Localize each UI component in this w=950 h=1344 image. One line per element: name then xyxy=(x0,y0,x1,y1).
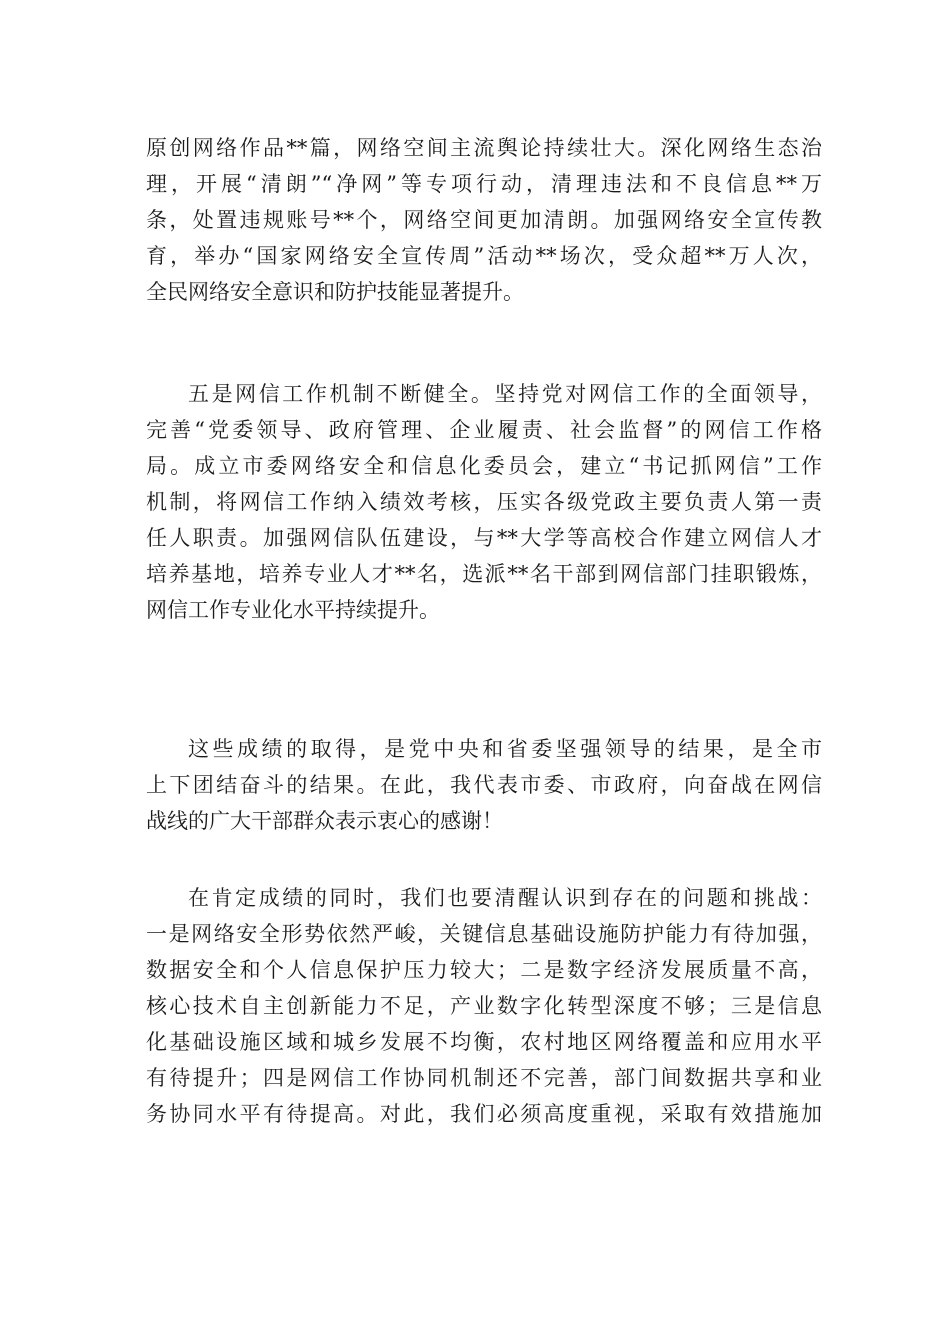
text-line: 上下团结奋斗的结果。在此，我代表市委、市政府，向奋战在网信 xyxy=(146,773,822,797)
text-line: 培养基地，培养专业人才**名，选派**名干部到网信部门挂职锻炼， xyxy=(146,562,822,586)
text-line: 五是网信工作机制不断健全。坚持党对网信工作的全面领导， xyxy=(188,382,822,406)
text-line: 全民网络安全意识和防护技能显著提升。 xyxy=(146,280,524,304)
text-line: 原创网络作品**篇，网络空间主流舆论持续壮大。深化网络生态治 xyxy=(146,136,822,160)
paragraph-1 xyxy=(146,130,822,310)
text-line: 局。成立市委网络安全和信息化委员会，建立“书记抓网信”工作 xyxy=(146,454,822,478)
paragraph-4 xyxy=(146,880,822,1132)
paragraph-3 xyxy=(146,731,822,839)
text-line: 有待提升；四是网信工作协同机制还不完善，部门间数据共享和业 xyxy=(146,1066,822,1090)
text-line: 这些成绩的取得，是党中央和省委坚强领导的结果，是全市 xyxy=(188,737,822,761)
text-line: 条，处置违规账号**个，网络空间更加清朗。加强网络安全宣传教 xyxy=(146,208,822,232)
text-line: 在肯定成绩的同时，我们也要清醒认识到存在的问题和挑战： xyxy=(188,886,822,910)
text-line: 任人职责。加强网信队伍建设，与**大学等高校合作建立网信人才 xyxy=(146,526,822,550)
text-line: 数据安全和个人信息保护压力较大；二是数字经济发展质量不高， xyxy=(146,958,822,982)
paragraph-2 xyxy=(146,376,822,628)
text-line: 核心技术自主创新能力不足，产业数字化转型深度不够；三是信息 xyxy=(146,994,822,1018)
text-line: 战线的广大干部群众表示衷心的感谢！ xyxy=(146,809,503,833)
text-line: 一是网络安全形势依然严峻，关键信息基础设施防护能力有待加强， xyxy=(146,922,822,946)
text-line: 化基础设施区域和城乡发展不均衡，农村地区网络覆盖和应用水平 xyxy=(146,1030,822,1054)
text-line: 育，举办“国家网络安全宣传周”活动**场次，受众超**万人次， xyxy=(146,244,822,268)
text-line: 机制，将网信工作纳入绩效考核，压实各级党政主要负责人第一责 xyxy=(146,490,822,514)
text-line: 完善“党委领导、政府管理、企业履责、社会监督”的网信工作格 xyxy=(146,418,822,442)
text-line: 理，开展“清朗”“净网”等专项行动，清理违法和不良信息**万 xyxy=(146,172,822,196)
text-line: 网信工作专业化水平持续提升。 xyxy=(146,598,440,622)
text-line: 务协同水平有待提高。对此，我们必须高度重视，采取有效措施加 xyxy=(146,1102,822,1126)
